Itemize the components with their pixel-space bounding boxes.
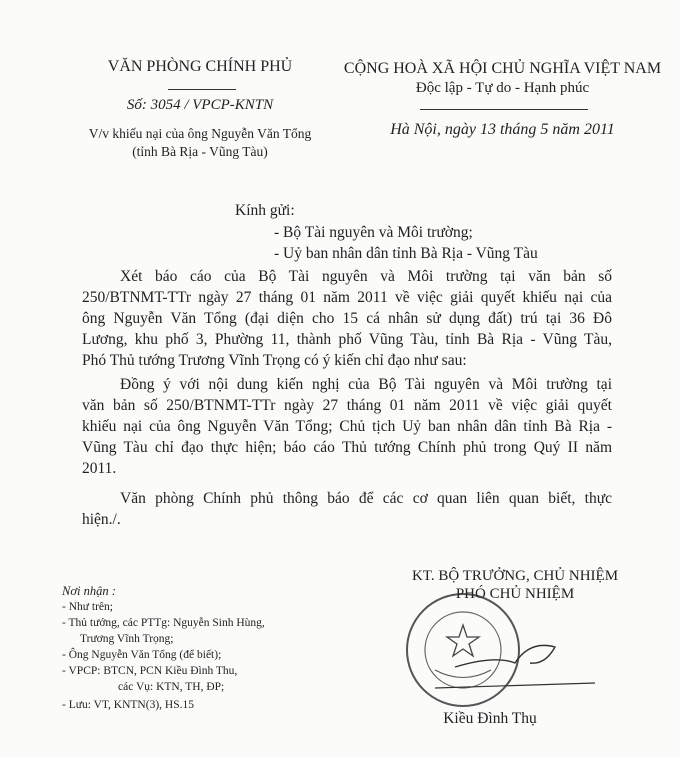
nation-title: CỘNG HOÀ XÃ HỘI CHỦ NGHĨA VIỆT NAM xyxy=(343,60,662,77)
body-line: ông Nguyễn Văn Tổng (đại diện cho 15 cá nhân sử dụng đất) trú tại 36 Đô xyxy=(82,310,612,327)
distribution-item: Trương Vĩnh Trọng; xyxy=(80,633,174,645)
signer-name: Kiều Đình Thụ xyxy=(443,710,537,727)
body-line: 250/BTNMT-TTr ngày 27 tháng 01 năm 2011 về việc giải quyết khiếu nại của xyxy=(82,289,612,306)
body-line: Văn phòng Chính phủ thông báo để các cơ quan liên quan biết, thực xyxy=(120,490,612,507)
agency-name: VĂN PHÒNG CHÍNH PHỦ xyxy=(107,58,293,75)
distribution-item: - Ông Nguyễn Văn Tổng (để biết); xyxy=(62,649,222,661)
body-line: văn bản số 250/BTNMT-TTr ngày 27 tháng 01 năm 2011 về việc giải quyết xyxy=(82,397,612,414)
recipient-item: - Bộ Tài nguyên và Môi trường; xyxy=(274,224,473,241)
divider xyxy=(420,109,588,110)
body-line: Phó Thủ tướng Trương Vĩnh Trọng có ý kiến chỉ đạo như sau: xyxy=(82,352,467,369)
body-line: Lương, khu phố 3, Phường 11, thành phố Vũng Tàu, tỉnh Bà Rịa - Vũng Tàu, xyxy=(82,331,612,348)
body-line: Vũng Tàu chỉ đạo thực hiện; báo cáo Thủ tướng Chính phủ trong Quý II năm xyxy=(82,439,612,456)
issue-date: Hà Nội, ngày 13 tháng 5 năm 2011 xyxy=(390,121,615,138)
distribution-item: - Như trên; xyxy=(62,601,113,613)
signer-title-1: KT. BỘ TRƯỞNG, CHỦ NHIỆM xyxy=(411,568,619,584)
national-motto: Độc lập - Tự do - Hạnh phúc xyxy=(415,80,590,96)
body-line: khiếu nại của ông Nguyễn Văn Tổng; Chủ tịch Uỷ ban nhân dân tỉnh Bà Rịa - xyxy=(82,418,612,435)
official-stamp-signature xyxy=(395,585,595,720)
divider xyxy=(168,89,236,90)
recipients-label: Kính gửi: xyxy=(235,202,295,219)
distribution-item: - VPCP: BTCN, PCN Kiều Đình Thu, xyxy=(62,665,238,677)
subject-line-1: V/v khiếu nại của ông Nguyễn Văn Tổng xyxy=(88,126,312,141)
body-line: 2011. xyxy=(82,460,117,477)
body-line: Xét báo cáo của Bộ Tài nguyên và Môi trường tại văn bản số xyxy=(120,268,612,285)
subject-line-2: (tỉnh Bà Rịa - Vũng Tàu) xyxy=(132,144,268,159)
distribution-item: - Thủ tướng, các PTTg: Nguyễn Sinh Hùng, xyxy=(62,617,265,629)
signer-title-2: PHÓ CHỦ NHIỆM xyxy=(455,586,575,602)
distribution-item: các Vụ: KTN, TH, ĐP; xyxy=(118,681,225,693)
distribution-label: Nơi nhận : xyxy=(62,584,116,598)
recipient-item: - Uỷ ban nhân dân tỉnh Bà Rịa - Vũng Tàu xyxy=(274,245,538,262)
body-line: hiện./. xyxy=(82,511,121,528)
distribution-item: - Lưu: VT, KNTN(3), HS.15 xyxy=(62,699,194,711)
document-number: Số: 3054 / VPCP-KNTN xyxy=(126,97,274,113)
body-line: Đồng ý với nội dung kiến nghị của Bộ Tài nguyên và Môi trường tại xyxy=(120,376,612,393)
